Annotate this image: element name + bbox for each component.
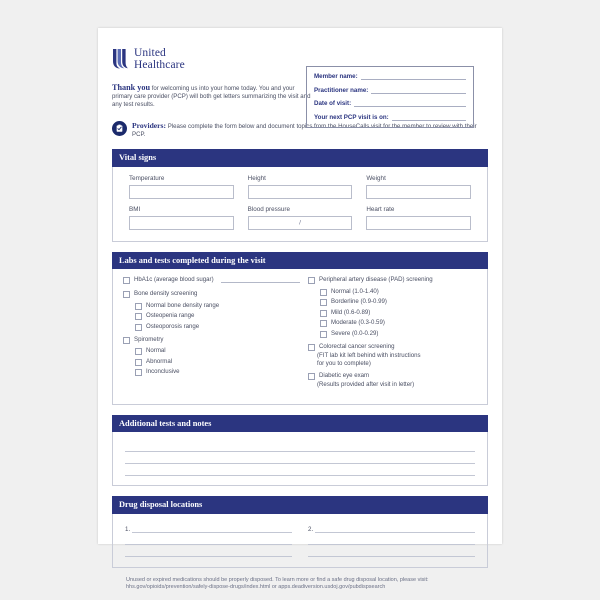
drug-disposal-2-line-1[interactable] bbox=[315, 522, 475, 533]
temperature-input[interactable] bbox=[129, 185, 234, 199]
additional-notes-panel bbox=[112, 432, 488, 486]
spirometry-normal-label: Normal bbox=[146, 346, 166, 354]
checkbox-spirometry-inconclusive[interactable] bbox=[135, 368, 300, 376]
drug-disposal-1-line-2[interactable] bbox=[125, 533, 292, 545]
temperature-label: Temperature bbox=[129, 174, 165, 182]
checkbox-pad-normal[interactable] bbox=[320, 288, 477, 296]
footer-visit-prefix: visit: bbox=[417, 576, 429, 583]
spirometry-inconclusive-label: Inconclusive bbox=[146, 368, 180, 376]
member-info-box bbox=[306, 66, 474, 128]
labs-right-column bbox=[300, 276, 477, 393]
vital-field-temperature bbox=[129, 175, 234, 199]
diabetic-eye-note-line-1: (Results provided after visit in letter) bbox=[317, 381, 415, 389]
checkbox-colorectal-screening[interactable] bbox=[308, 343, 477, 351]
clipboard-check-icon bbox=[112, 121, 127, 136]
spirometry-abnormal-label: Abnormal bbox=[146, 357, 173, 365]
weight-label: Weight bbox=[366, 174, 386, 182]
height-input[interactable] bbox=[248, 185, 353, 199]
pad-mild-checkbox[interactable] bbox=[320, 310, 327, 317]
pad-group bbox=[308, 276, 477, 338]
osteopenia-label: Osteopenia range bbox=[146, 312, 195, 320]
date-of-visit-row bbox=[314, 99, 466, 107]
additional-notes-line-2[interactable] bbox=[125, 452, 475, 464]
diabetic-eye-group bbox=[308, 372, 477, 389]
pad-normal-checkbox[interactable] bbox=[320, 289, 327, 296]
next-pcp-visit-label: Your next PCP visit is on: bbox=[314, 113, 389, 121]
date-of-visit-input[interactable] bbox=[354, 99, 466, 107]
member-name-label: Member name: bbox=[314, 73, 358, 80]
vital-signs-header: Vital signs bbox=[112, 149, 488, 167]
checkbox-spirometry[interactable] bbox=[123, 336, 300, 344]
osteopenia-checkbox[interactable] bbox=[135, 313, 142, 320]
footer-or-text: or bbox=[270, 584, 279, 591]
checkbox-normal-bone-density[interactable] bbox=[135, 302, 300, 310]
vital-field-weight bbox=[366, 175, 471, 199]
checkbox-osteopenia[interactable] bbox=[135, 312, 300, 320]
normal-bone-density-checkbox[interactable] bbox=[135, 303, 142, 310]
uhc-wordmark bbox=[134, 48, 185, 71]
checkbox-diabetic-eye-exam[interactable] bbox=[308, 372, 477, 380]
checkbox-spirometry-abnormal[interactable] bbox=[135, 358, 300, 366]
normal-bone-density-label: Normal bone density range bbox=[146, 301, 220, 309]
vital-field-blood-pressure bbox=[248, 206, 353, 230]
checkbox-pad-moderate[interactable] bbox=[320, 319, 477, 327]
pad-screening-label: Peripheral artery disease (PAD) screening bbox=[319, 276, 433, 284]
logo-line-1: United bbox=[134, 47, 166, 59]
providers-lead: Providers: bbox=[132, 120, 167, 130]
drug-disposal-1-line-1[interactable] bbox=[132, 522, 292, 533]
form-page bbox=[98, 28, 502, 591]
checkbox-pad-borderline[interactable] bbox=[320, 298, 477, 306]
heart-rate-label: Heart rate bbox=[366, 205, 395, 213]
logo-line-2: Healthcare bbox=[134, 58, 185, 71]
drug-disposal-1-line-3[interactable] bbox=[125, 545, 292, 557]
drug-disposal-number-1: 1. bbox=[125, 525, 131, 533]
checkbox-pad-severe[interactable] bbox=[320, 330, 477, 338]
date-of-visit-label: Date of visit: bbox=[314, 100, 352, 107]
spirometry-inconclusive-checkbox[interactable] bbox=[135, 369, 142, 376]
checkbox-pad-mild[interactable] bbox=[320, 309, 477, 317]
checkbox-spirometry-normal[interactable] bbox=[135, 347, 300, 355]
pad-moderate-checkbox[interactable] bbox=[320, 320, 327, 327]
blood-pressure-label: Blood pressure bbox=[247, 205, 291, 213]
form-header bbox=[112, 28, 488, 139]
weight-input[interactable] bbox=[366, 185, 471, 199]
additional-notes-header: Additional tests and notes bbox=[112, 415, 488, 433]
next-pcp-visit-row bbox=[314, 113, 466, 121]
spirometry-checkbox[interactable] bbox=[123, 337, 130, 344]
member-name-input[interactable] bbox=[361, 72, 466, 80]
checkbox-hba1c[interactable] bbox=[123, 276, 300, 284]
pad-borderline-checkbox[interactable] bbox=[320, 299, 327, 306]
pad-mild-label: Mild (0.6-0.89) bbox=[331, 308, 371, 316]
thank-you-lead: Thank you bbox=[112, 83, 151, 92]
bone-density-group bbox=[123, 290, 300, 330]
osteoporosis-checkbox[interactable] bbox=[135, 324, 142, 331]
footer-disclaimer bbox=[112, 568, 488, 592]
blood-pressure-separator: / bbox=[299, 219, 301, 227]
osteoporosis-label: Osteoporosis range bbox=[146, 322, 200, 330]
bone-density-checkbox[interactable] bbox=[123, 291, 130, 298]
checkbox-pad-screening[interactable] bbox=[308, 276, 477, 284]
vital-field-height bbox=[248, 175, 353, 199]
member-name-row bbox=[314, 72, 466, 80]
vital-signs-panel bbox=[112, 167, 488, 242]
height-label: Height bbox=[247, 174, 266, 182]
drug-disposal-column-2 bbox=[308, 522, 475, 557]
drug-disposal-2-line-3[interactable] bbox=[308, 545, 475, 557]
footer-url-1[interactable]: hhs.gov/opioids/prevention/safely-dispose-drugs/index.html bbox=[126, 584, 271, 591]
blood-pressure-input[interactable] bbox=[248, 216, 353, 230]
thank-you-body: for welcoming us into your home today. You and your primary care provider (PCP) will both get letters summarizing the visit and any test results. bbox=[112, 85, 311, 109]
pad-normal-label: Normal (1.0-1.40) bbox=[331, 287, 379, 295]
checkbox-bone-density[interactable] bbox=[123, 290, 300, 298]
spirometry-abnormal-checkbox[interactable] bbox=[135, 359, 142, 366]
colorectal-note-line-2: for you to complete) bbox=[317, 359, 371, 367]
thank-you-paragraph bbox=[112, 84, 312, 110]
pad-severe-checkbox[interactable] bbox=[320, 331, 327, 338]
uhc-shield-icon bbox=[112, 48, 128, 70]
additional-notes-line-1[interactable] bbox=[125, 440, 475, 452]
bmi-label: BMI bbox=[129, 205, 141, 213]
bmi-input[interactable] bbox=[129, 216, 234, 230]
diabetic-eye-exam-checkbox[interactable] bbox=[308, 373, 315, 380]
pad-severe-label: Severe (0.0-0.29) bbox=[331, 329, 379, 337]
diabetic-eye-exam-label: Diabetic eye exam bbox=[319, 372, 370, 380]
vital-field-heart-rate bbox=[366, 206, 471, 230]
hba1c-checkbox[interactable] bbox=[123, 277, 130, 284]
footer-url-2[interactable]: apps.deadiversion.usdoj.gov/pubdispsearch bbox=[278, 584, 386, 591]
drug-disposal-header: Drug disposal locations bbox=[112, 496, 488, 514]
colorectal-note-line-1: (FIT lab kit left behind with instructions bbox=[317, 351, 421, 359]
additional-notes-line-3[interactable] bbox=[125, 464, 475, 476]
vital-field-bmi bbox=[129, 206, 234, 230]
hba1c-value-input[interactable] bbox=[221, 276, 300, 283]
pad-moderate-label: Moderate (0.3-0.59) bbox=[331, 319, 385, 327]
drug-disposal-number-2: 2. bbox=[308, 525, 314, 533]
footer-line-1: Unused or expired medications should be properly disposed. To learn more or find a safe drug disposal location, please bbox=[126, 576, 417, 583]
colorectal-screening-checkbox[interactable] bbox=[308, 344, 315, 351]
practitioner-name-row bbox=[314, 86, 466, 94]
drug-disposal-2-line-2[interactable] bbox=[308, 533, 475, 545]
labs-header: Labs and tests completed during the visit bbox=[112, 252, 488, 270]
hba1c-label: HbA1c (average blood sugar) bbox=[134, 276, 214, 284]
drug-disposal-column-1 bbox=[125, 522, 292, 557]
spirometry-label: Spirometry bbox=[134, 335, 164, 343]
pad-borderline-label: Borderline (0.9-0.99) bbox=[331, 298, 387, 306]
colorectal-group bbox=[308, 343, 477, 367]
drug-disposal-panel bbox=[112, 514, 488, 568]
spirometry-group bbox=[123, 336, 300, 376]
providers-body: Please complete the form below and document topics from the HouseCalls visit for the member to review with their PCP. bbox=[132, 122, 477, 139]
labs-left-column bbox=[123, 276, 300, 393]
colorectal-screening-label: Colorectal cancer screening bbox=[319, 342, 395, 350]
practitioner-name-input[interactable] bbox=[371, 86, 466, 94]
pad-screening-checkbox[interactable] bbox=[308, 277, 315, 284]
heart-rate-input[interactable] bbox=[366, 216, 471, 230]
checkbox-osteoporosis[interactable] bbox=[135, 323, 300, 331]
next-pcp-visit-input[interactable] bbox=[392, 113, 466, 121]
practitioner-name-label: Practitioner name: bbox=[314, 86, 369, 94]
spirometry-normal-checkbox[interactable] bbox=[135, 348, 142, 355]
labs-panel bbox=[112, 269, 488, 404]
bone-density-label: Bone density screening bbox=[134, 290, 198, 298]
